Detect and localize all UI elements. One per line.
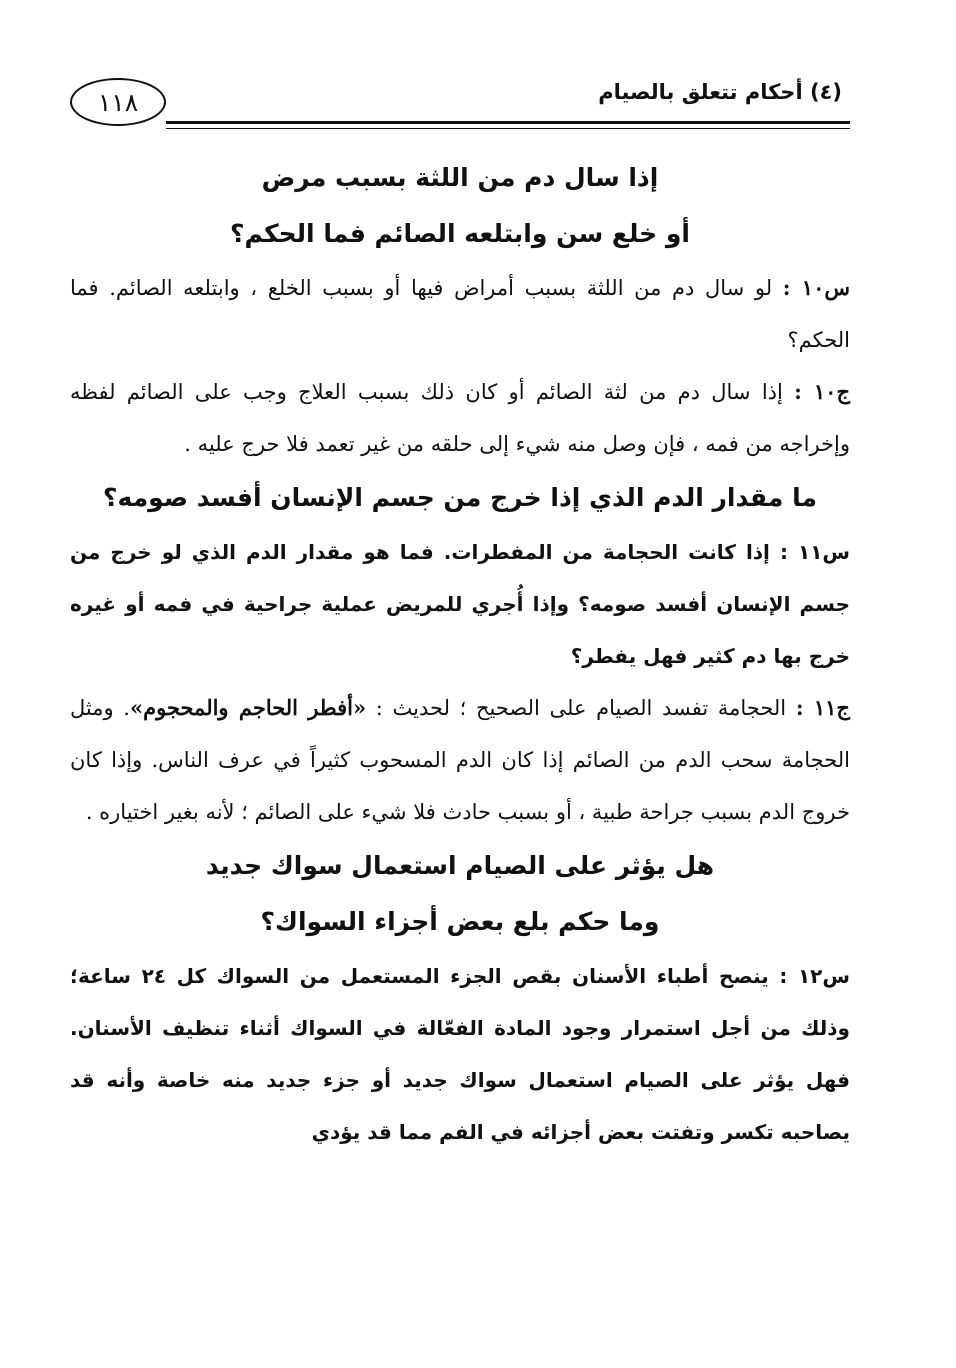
section-heading-line: هل يؤثر على الصيام استعمال سواك جديد — [205, 851, 715, 880]
section-heading-line: أو خلع سن وابتلعه الصائم فما الحكم؟ — [230, 219, 690, 248]
page-header — [62, 78, 850, 134]
question-label: س١١ : — [779, 540, 851, 564]
header-rule-thick — [166, 121, 850, 124]
answer-label: ج١١ : — [795, 695, 850, 720]
section-heading-line: ما مقدار الدم الذي إذا خرج من جسم الإنسان أفسد صومه؟ — [103, 483, 817, 512]
section-heading-line: وما حكم بلع بعض أجزاء السواك؟ — [260, 907, 660, 936]
question-label: س١٢ : — [779, 964, 850, 988]
question-text: ينصح أطباء الأسنان بقص الجزء المستعمل من السواك كل ٢٤ ساعة؛ وذلك من أجل استمرار وجود المادة الفعّالة في السواك أثناء تنظيف الأسنان. فهل يؤثر على الصيام استعمال سواك جديد أو جزء جديد منه خاصة وأنه قد يصاحبه تكسر وتفتت بعض أجزائه في الفم مما قد يؤدي — [70, 964, 850, 1144]
answer-label: ج١٠ : — [794, 379, 850, 404]
hadith-quote: «أفطر الحاجم والمحجوم» — [129, 695, 367, 720]
answer-paragraph — [70, 682, 850, 838]
question-text: لو سال دم من اللثة بسبب أمراض فيها أو بسبب الخلع ، وابتلعه الصائم. فما الحكم؟ — [70, 276, 850, 352]
answer-text: إذا سال دم من لثة الصائم أو كان ذلك بسبب العلاج وجب على الصائم لفظه وإخراجه من فمه ، فإن وصل منه شيء إلى حلقه من غير تعمد فلا حرج عليه . — [70, 380, 850, 456]
question-label: س١٠ : — [782, 275, 850, 300]
answer-text-continued: . ومثل الحجامة سحب الدم من الصائم إذا كان الدم المسحوب كثيراً في عرف الناس. وإذا كان خروج الدم بسبب جراحة طبية ، أو بسبب حادث فلا شيء على الصائم ؛ لأنه بغير اختياره . — [70, 696, 850, 824]
page-content — [70, 150, 850, 1158]
header-rule-thin — [166, 128, 850, 129]
answer-text: الحجامة تفسد الصيام على الصحيح ؛ لحديث : — [375, 696, 787, 720]
section-heading-line: إذا سال دم من اللثة بسبب مرض — [261, 163, 659, 192]
question-paragraph — [70, 526, 850, 682]
running-title: (٤) أحكام تتعلق بالصيام — [598, 80, 842, 104]
page-number-oval: ١١٨ — [70, 78, 166, 126]
answer-paragraph — [70, 366, 850, 470]
question-text: إذا كانت الحجامة من المفطرات. فما هو مقدار الدم الذي لو خرج من جسم الإنسان أفسد صومه؟ وإذا أُجري للمريض عملية جراحية في فمه أو غيره خرج بها دم كثير فهل يفطر؟ — [70, 540, 850, 668]
question-paragraph — [70, 262, 850, 366]
question-paragraph — [70, 950, 850, 1158]
